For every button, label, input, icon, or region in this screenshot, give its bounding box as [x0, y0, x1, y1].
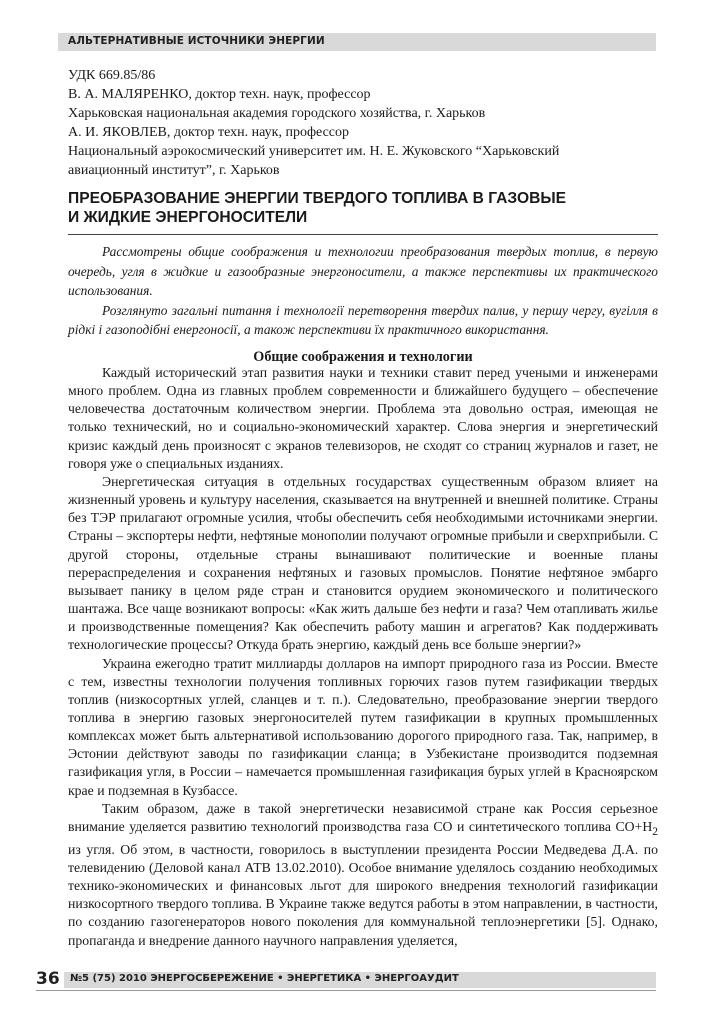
article-title-line1: ПРЕОБРАЗОВАНИЕ ЭНЕРГИИ ТВЕРДОГО ТОПЛИВА В ГАЗОВЫЕ	[68, 190, 567, 207]
author-1: В. А. МАЛЯРЕНКО, доктор техн. наук, профессор	[68, 87, 371, 102]
body-paragraph-2: Энергетическая ситуация в отдельных государствах существенным образом влияет на жизненный уровень и культуру населения, сказывается на внутренней и внешней политике. Страны без ТЭР прилагают огромные усилия, чтобы обеспечить себя необходимыми источниками энергии. Страны – экспортеры нефти, нефтяные монополии получают огромные прибыли и сверхприбыли. С другой стороны, отдельные страны вынашивают политические и военные планы перераспределения и сохранения нефтяных и газовых промыслов. Понятие нефтяное эмбарго вызывает панику в целом ряде стран и становится орудием экономического и политического шантажа. Все чаще возникают вопросы: «Как жить дальше без нефти и газа? Чем отапливать жилье и производственные помещения? Как обеспечить работу машин и агрегатов? Как поддерживать технологические процессы? Откуда брать энергию, каждый день все больше энергии?»	[68, 473, 658, 653]
author-block	[68, 66, 658, 180]
affiliation-2-line2: авиационный институт”, г. Харьков	[68, 163, 280, 178]
article-title	[68, 189, 658, 227]
paragraph-4-end: из угля. Об этом, в частности, говорилось в выступлении президента России Медведева Д.А. по телевидению (Деловой канал АТВ 13.02.2010). Особое внимание уделялось созданию необходимых технико-экономических и финансовых льгот для широкого внедрения технологий газификации низкосортного твердого топлива. В Украине также ведутся работы в этом направлении, в частности, по созданию газогенераторов нового поколения для коммунальной теплоэнергетики [5]. Однако, пропаганда и внедрение данного научного направления уделяется,	[68, 841, 658, 948]
udc-code: УДК 669.85/86	[68, 68, 156, 83]
body-paragraph-3: Украина ежегодно тратит миллиарды долларов на импорт природного газа из России. Вместе с тем, известны технологии получения топливных горючих газов путем газификации твердых топлив (низкосортных углей, сланцев и т. п.). Следовательно, преобразование энергии твердого топлива в энергию газовых энергоносителей путем газификации в крупных промышленных комплексах может быть альтернативой использованию дорогого природного газа. Так, например, в Эстонии действуют заводы по газификации сланца; в Узбекистане производится подземная газификация угля, в России – намечается промышленная газификация бурых углей в Красноярском крае и подземная в Кузбассе.	[68, 655, 658, 798]
footer-band	[64, 972, 656, 988]
footer-rule	[36, 990, 656, 991]
abstract-block	[68, 242, 658, 340]
subscript-2: 2	[652, 825, 658, 838]
running-header-band	[58, 33, 656, 51]
running-header: АЛЬТЕРНАТИВНЫЕ ИСТОЧНИКИ ЭНЕРГИИ	[68, 35, 325, 47]
body-paragraph-1: Каждый исторический этап развития науки и техники ставит перед учеными и инженерами много проблем. Одна из главных проблем современности и ближайшего будущего – обеспечение человечества достаточным количеством энергии. Проблема эта довольно острая, имеющая не только технический, но и социально-экономический характер. Слова энергия и энергетический кризис каждый день произносят с экранов телевизоров, не сходят со страниц журналов и газет, не говоря уже о специальных изданиях.	[68, 365, 658, 471]
body-paragraph-4	[68, 800, 658, 950]
page-number: 36	[36, 969, 60, 989]
paragraph-4-start: Таким образом, даже в такой энергетически независимой стране как Россия серьезное внимание уделяется развитию технологий производства газа СО и синтетического топлива СО+Н	[68, 800, 658, 834]
affiliation-2-line1: Национальный аэрокосмический университет им. Н. Е. Жуковского “Харьковский	[68, 144, 560, 159]
abstract-ukrainian: Розглянуто загальні питання і технології перетворення твердих палив, у першу чергу, вугілля в рідкі і газоподібні енергоносії, а також перспективи їх практичного використання.	[68, 302, 658, 337]
journal-info: №5 (75) 2010 ЭНЕРГОСБЕРЕЖЕНИЕ • ЭНЕРГЕТИКА • ЭНЕРГОАУДИТ	[70, 973, 459, 984]
author-2: А. И. ЯКОВЛЕВ, доктор техн. наук, профессор	[68, 125, 350, 140]
article-body	[68, 364, 658, 950]
article-title-line2: И ЖИДКИЕ ЭНЕРГОНОСИТЕЛИ	[68, 209, 308, 226]
title-divider	[68, 234, 658, 235]
abstract-russian: Рассмотрены общие соображения и технологии преобразования твердых топлив, в первую очередь, угля в жидкие и газообразные энергоносители, а также перспективы их практического использования.	[68, 244, 658, 298]
affiliation-1: Харьковская национальная академия городского хозяйства, г. Харьков	[68, 106, 486, 121]
section-heading: Общие соображения и технологии	[253, 349, 473, 365]
